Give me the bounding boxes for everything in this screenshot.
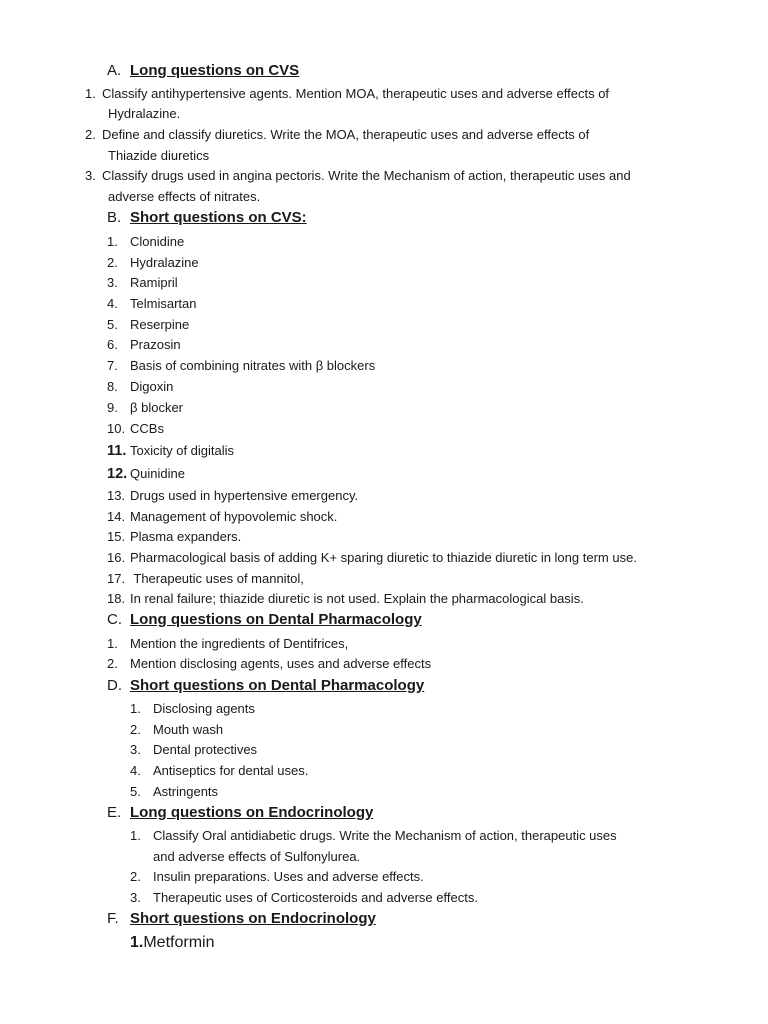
list-item: 16. Pharmacological basis of adding K+ sparing diuretic to thiazide diuretic in long term use. — [107, 550, 637, 565]
section-letter: C. — [107, 611, 122, 628]
list-item: 5. Reserpine — [107, 317, 190, 332]
list-item: 6. Prazosin — [107, 337, 181, 352]
list-item: 1. Classify Oral antidiabetic drugs. Write the Mechanism of action, therapeutic uses — [130, 828, 617, 843]
list-item: 12. Quinidine — [107, 466, 185, 482]
list-item: 4. Antiseptics for dental uses. — [130, 763, 309, 778]
list-item: 2. Insulin preparations. Uses and adverse effects. — [130, 869, 424, 884]
list-item: 7. Basis of combining nitrates with β blockers — [107, 358, 376, 373]
list-item: 14. Management of hypovolemic shock. — [107, 509, 338, 524]
list-item-continuation: and adverse effects of Sulfonylurea. — [153, 849, 361, 864]
list-item: 2. Mention disclosing agents, uses and adverse effects — [107, 656, 432, 671]
list-item: 15. Plasma expanders. — [107, 529, 242, 544]
section-title: Short questions on Endocrinology — [130, 910, 376, 927]
section-b-heading — [107, 209, 307, 226]
section-a-heading — [107, 62, 299, 79]
list-item: 2. Define and classify diuretics. Write the MOA, therapeutic uses and adverse effects of — [85, 127, 590, 142]
section-title: Long questions on Dental Pharmacology — [130, 611, 422, 628]
list-item: 9. β blocker — [107, 400, 183, 415]
section-letter: A. — [107, 62, 122, 79]
list-item: 17. Therapeutic uses of mannitol, — [107, 571, 304, 586]
section-title: Short questions on Dental Pharmacology — [130, 677, 425, 694]
list-item: 1. Classify antihypertensive agents. Mention MOA, therapeutic uses and adverse effects of — [85, 86, 610, 101]
section-e-heading — [107, 804, 373, 821]
list-item: 1. Clonidine — [107, 234, 185, 249]
list-item: 5. Astringents — [130, 784, 219, 799]
list-item: 10. CCBs — [107, 421, 164, 436]
section-title: Long questions on Endocrinology — [130, 804, 374, 821]
section-title: Long questions on CVS — [130, 62, 300, 79]
section-d-heading — [107, 677, 424, 694]
list-item-continuation: adverse effects of nitrates. — [108, 189, 261, 204]
section-letter: F. — [107, 910, 119, 927]
section-letter: B. — [107, 209, 122, 226]
list-item: 1. Mention the ingredients of Dentifrices, — [107, 636, 349, 651]
list-item: 2. Hydralazine — [107, 255, 199, 270]
section-letter: D. — [107, 677, 122, 694]
list-item: 18. In renal failure; thiazide diuretic is not used. Explain the pharmacological basis. — [107, 591, 584, 606]
list-item: 8. Digoxin — [107, 379, 174, 394]
list-item: 3. Therapeutic uses of Corticosteroids and adverse effects. — [130, 890, 478, 905]
list-item: 2. Mouth wash — [130, 722, 224, 737]
list-item: 13. Drugs used in hypertensive emergency. — [107, 488, 359, 503]
list-item: 4. Telmisartan — [107, 296, 197, 311]
list-item: 3. Classify drugs used in angina pectoris. Write the Mechanism of action, therapeutic uses and — [85, 168, 631, 183]
list-item: 3. Ramipril — [107, 275, 178, 290]
list-item: 11. Toxicity of digitalis — [107, 443, 235, 459]
list-item: 1.Metformin — [130, 934, 215, 951]
section-f-heading — [107, 910, 376, 927]
list-item-continuation: Thiazide diuretics — [108, 148, 210, 163]
section-title: Short questions on CVS: — [130, 209, 307, 226]
list-item: 3. Dental protectives — [130, 742, 258, 757]
list-item: 1. Disclosing agents — [130, 701, 255, 716]
section-c-heading — [107, 611, 422, 628]
section-letter: E. — [107, 804, 122, 821]
list-item-continuation: Hydralazine. — [108, 106, 181, 121]
